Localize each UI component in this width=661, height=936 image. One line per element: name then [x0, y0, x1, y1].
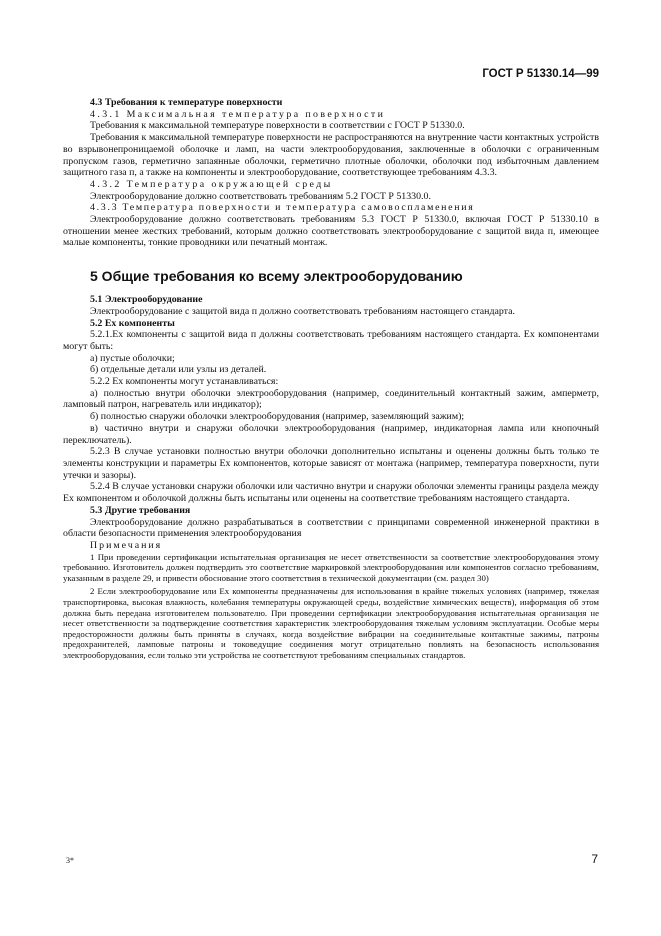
paragraph: Электрооборудование должно соответствовать требованиям 5.2 ГОСТ Р 51330.0. — [90, 190, 431, 202]
list-item: б) полностью снаружи оболочки электрооборудования (например, заземляющий зажим); — [90, 411, 465, 423]
list-item: в) частично внутри и снаружи оболочки электрооборудования (например, индикаторная лампа или кнопочный переключатель). — [63, 422, 599, 446]
document-body — [63, 97, 599, 661]
page-number: 7 — [591, 852, 598, 866]
heading-5-1: 5.1 Электрооборудование — [90, 294, 203, 306]
paragraph: Требования к максимальной температуре поверхности не распространяются на внутренние части контактных устройств во взрывонепроницаемой оболочке и ламп, на части электрооборудования, заключенные в оболочки с ограниченным пропуском газов, герметично запаянные оболочки, герметично плотные оболочки, оболочки под избыточным давлением защитного газа п, а также на компоненты и электрооборудование, соответствующее требованиям 4.3.3. — [63, 132, 599, 179]
paragraph: Электрооборудование с защитой вида п должно соответствовать требованиям настоящего стандарта. — [90, 305, 515, 317]
note-1: 1 При проведении сертификации испытательная организация не несет ответственности за соответствие электрооборудования этому требованию. Изготовитель должен подтвердить это соответствие маркировкой электрооборудования или компонентов согласно требованиям, указанным в разделе 29, и привести обоснование этого соответствия в технической документации (см. раздел 30) — [63, 551, 599, 583]
paragraph: 5.2.2 Ех компоненты могут устанавливаться: — [90, 376, 279, 388]
heading-4-3-1: 4.3.1 Максимальная температура поверхности — [90, 108, 386, 120]
signature-mark: 3* — [66, 856, 74, 865]
paragraph: 5.2.1.Ех компоненты с защитой вида п должны соответствовать требованиям настоящего стандарта. Ех компонентами могут быть: — [63, 329, 599, 352]
paragraph: 5.2.4 В случае установки снаружи оболочки или частично внутри и снаружи оболочки элементы границы раздела между Ех компонентом и оболочкой должны быть испытаны или оценены на соответствие требованиям настоящего стандарта. — [63, 481, 599, 505]
list-item: а) пустые оболочки; — [90, 352, 175, 364]
heading-5-3: 5.3 Другие требования — [90, 504, 191, 516]
paragraph: Электрооборудование должно соответствовать требованиям 5.3 ГОСТ Р 51330.0, включая ГОСТ Р 51330.10 в отношении менее жестких требований, которым должно соответствовать электрооборудование с защитой вида п, имеющее малые компоненты, тонкие проводники или печатный монтаж. — [63, 214, 599, 249]
standard-number: ГОСТ Р 51330.14—99 — [482, 68, 599, 80]
notes-title: Примечания — [90, 539, 163, 551]
note-2: 2 Если электрооборудование или Ех компоненты предназначены для использования в крайне тяжелых условиях (например, тяжелая транспортировка, высокая влажность, колебания температуры окружающей среды, воздействие химических веществ), информация об этом должна быть передана изготовителем пользователю. При проведении сертификации электрооборудования испытательная организация не несет ответственности за подтверждение соответствия характеристик электрооборудования тяжелым условиям эксплуатации. Особые меры предосторожности должны быть приняты в случаях, когда воздействие вибрации на соединительные контактные зажимы, патроны предохранителей, ламповые патроны и токоведущие соединения могут отрицательно повлиять на безопасность использования электрооборудования, если только эти устройства не соответствуют требованиям специальных стандартов. — [63, 586, 599, 660]
heading-4-3: 4.3 Требования к температуре поверхности — [90, 97, 283, 108]
list-item: б) отдельные детали или узлы из деталей. — [90, 364, 267, 376]
paragraph: Электрооборудование должно разрабатываться в соответствии с принципами современной инженерной практики в области безопасности применения электрооборудования — [63, 516, 599, 540]
section-5-title: 5 Общие требования ко всему электрооборудованию — [90, 268, 463, 285]
paragraph: Требования к максимальной температуре поверхности в соответствии с ГОСТ Р 51330.0. — [90, 120, 465, 132]
heading-4-3-3: 4.3.3 Температура поверхности и температура самовоспламенения — [90, 202, 475, 214]
list-item: а) полностью внутри оболочки электрооборудования (например, соединительный контактный зажим, амперметр, ламповый патрон, нагреватель или индикатор); — [63, 387, 599, 411]
heading-4-3-2: 4.3.2 Температура окружающей среды — [90, 178, 333, 190]
heading-5-2: 5.2 Ех компоненты — [90, 317, 175, 329]
paragraph: 5.2.3 В случае установки полностью внутри оболочки дополнительно испытаны и оценены должны быть только те элементы конструкции и параметры Ех компонентов, которые зависят от монтажа (например, температура поверхности, пути утечки и зазоры). — [63, 446, 599, 481]
